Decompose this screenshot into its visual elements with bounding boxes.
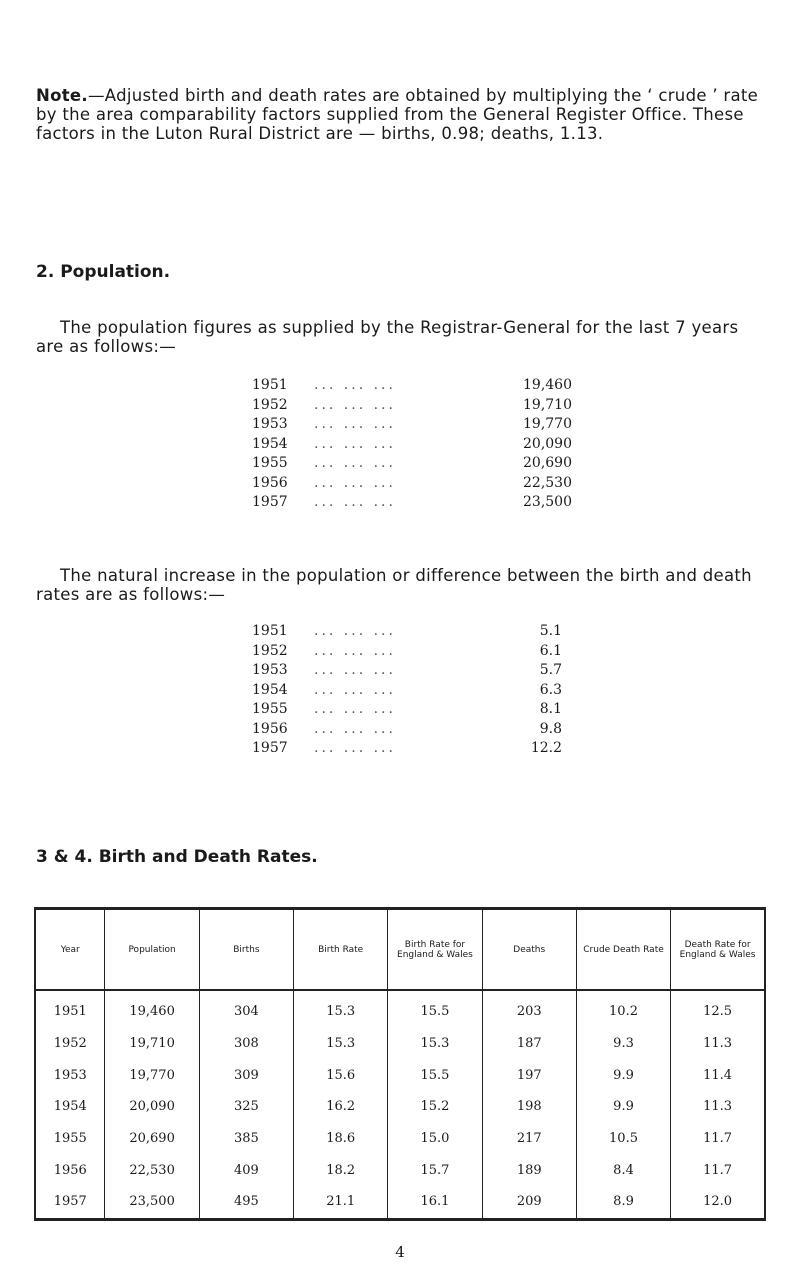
list-item [252,701,562,721]
list-value: 8.1 [539,701,562,717]
table-cell: 11.3 [703,1036,733,1052]
population-heading: 2. Population. [36,262,171,282]
list-item [252,682,562,702]
table-cell: 325 [199,1091,293,1123]
list-value: 5.7 [539,662,562,678]
table-cell: 15.3 [294,990,388,1028]
leader-dots: ... ... ... [314,662,396,678]
table-cell: 1953 [35,1059,105,1091]
list-item [252,662,562,682]
leader-dots: ... ... ... [314,740,396,756]
note-text: —Adjusted birth and death rates are obtained by multiplying the ‘ crude ’ rate by the area comparability factors supplied from the General Register Office. These factors in the Luton Rural District are — births, 0.98; deaths, 1.13. [36,86,759,143]
col-header-deaths: Deaths [482,909,576,991]
list-item [252,475,572,495]
table-cell: 16.2 [294,1091,388,1123]
table-cell: 21.1 [294,1186,388,1219]
table-row [35,1091,765,1123]
table-cell: 10.5 [576,1123,670,1155]
table-cell: 19,710 [105,1028,199,1060]
leader-dots: ... ... ... [314,681,396,698]
table-cell: 1957 [35,1186,105,1219]
table-row [35,1154,765,1186]
table-cell: 385 [199,1123,293,1155]
list-value: 20,090 [523,435,572,452]
list-year: 1951 [252,377,288,393]
table-row [35,1028,765,1060]
list-value: 19,460 [523,377,572,393]
leader-dots: ... ... ... [314,494,396,510]
leader-dots: ... ... ... [314,396,396,413]
leader-dots: ... ... ... [314,455,396,471]
leader-dots: ... ... ... [314,623,396,639]
table-cell: 19,460 [105,990,199,1028]
table-cell: 15.0 [388,1123,482,1155]
table-cell: 1956 [35,1154,105,1186]
list-value: 12.2 [530,740,562,756]
list-year: 1957 [252,740,288,756]
col-header-death-rate-ew: Death Rate for England & Wales [671,909,765,991]
rates-table [34,907,766,1221]
list-year: 1956 [252,474,288,491]
table-row [35,1186,765,1219]
table-cell: 15.5 [388,990,482,1028]
leader-dots: ... ... ... [314,642,396,659]
table-cell: 187 [482,1028,576,1060]
note-paragraph [36,86,768,143]
list-value: 19,770 [523,416,572,432]
list-item [252,416,572,436]
list-value: 22,530 [523,474,572,491]
table-cell: 11.3 [703,1099,733,1115]
table-cell: 12.0 [703,1194,733,1210]
natural-increase-list [252,623,562,760]
table-cell: 9.3 [576,1028,670,1060]
list-year: 1954 [252,435,288,452]
table-cell: 15.3 [294,1028,388,1060]
list-year: 1952 [252,396,288,413]
page-number: 4 [395,1243,405,1261]
leader-dots: ... ... ... [314,701,396,717]
col-header-crude-death-rate: Crude Death Rate [576,909,670,991]
leader-dots: ... ... ... [314,435,396,452]
table-cell: 308 [199,1028,293,1060]
table-cell: 1952 [35,1028,105,1060]
list-item [252,721,562,741]
table-cell: 1955 [35,1123,105,1155]
note-lead: Note. [36,86,88,105]
table-cell: 11.4 [703,1067,733,1083]
col-header-year: Year [35,909,105,991]
leader-dots: ... ... ... [314,720,396,737]
table-cell: 304 [199,990,293,1028]
natural-increase-intro: The natural increase in the population or difference between the birth and death rates are as follows:— [36,566,752,604]
rates-table-body [35,990,765,1219]
list-value: 5.1 [539,623,562,639]
list-year: 1955 [252,701,288,717]
col-header-population: Population [105,909,199,991]
population-list [252,377,572,514]
table-cell: 15.6 [294,1059,388,1091]
table-cell: 1954 [35,1091,105,1123]
population-intro: The population figures as supplied by the Registrar-General for the last 7 years are as follows:— [36,318,739,356]
list-item [252,455,572,475]
list-year: 1952 [252,642,288,659]
table-cell: 198 [482,1091,576,1123]
table-cell: 15.5 [388,1059,482,1091]
table-cell: 495 [199,1186,293,1219]
list-item [252,377,572,397]
list-item [252,740,562,760]
table-cell: 18.2 [294,1154,388,1186]
list-year: 1956 [252,720,288,737]
table-cell: 409 [199,1154,293,1186]
list-year: 1953 [252,416,288,432]
leader-dots: ... ... ... [314,416,396,432]
table-cell: 9.9 [576,1091,670,1123]
table-cell: 197 [482,1059,576,1091]
list-item [252,643,562,663]
table-cell: 20,690 [105,1123,199,1155]
table-cell: 19,770 [105,1059,199,1091]
leader-dots: ... ... ... [314,474,396,491]
table-row [35,1123,765,1155]
list-year: 1955 [252,455,288,471]
table-cell: 203 [482,990,576,1028]
table-cell: 8.9 [576,1186,670,1219]
table-cell: 12.5 [703,1004,733,1020]
table-cell: 209 [482,1186,576,1219]
list-value: 19,710 [523,396,572,413]
table-cell: 9.9 [576,1059,670,1091]
table-cell: 217 [482,1123,576,1155]
list-item [252,397,572,417]
list-year: 1951 [252,623,288,639]
table-cell: 1951 [35,990,105,1028]
table-cell: 189 [482,1154,576,1186]
table-cell: 20,090 [105,1091,199,1123]
table-cell: 18.6 [294,1123,388,1155]
table-row [35,990,765,1028]
col-header-births: Births [199,909,293,991]
table-cell: 8.4 [576,1154,670,1186]
list-value: 6.3 [539,681,562,698]
table-header-row [35,909,765,991]
table-cell: 11.7 [703,1131,733,1147]
list-value: 9.8 [539,720,562,737]
list-year: 1954 [252,681,288,698]
table-cell: 23,500 [105,1186,199,1219]
leader-dots: ... ... ... [314,377,396,393]
list-value: 20,690 [523,455,572,471]
col-header-birth-rate: Birth Rate [294,909,388,991]
list-value: 23,500 [523,494,572,510]
list-item [252,494,572,514]
table-row [35,1059,765,1091]
table-cell: 15.3 [388,1028,482,1060]
list-year: 1957 [252,494,288,510]
rates-heading: 3 & 4. Birth and Death Rates. [36,847,318,867]
table-cell: 15.2 [388,1091,482,1123]
table-cell: 309 [199,1059,293,1091]
table-cell: 15.7 [388,1154,482,1186]
list-item [252,623,562,643]
table-cell: 10.2 [576,990,670,1028]
list-item [252,436,572,456]
col-header-birth-rate-ew: Birth Rate for England & Wales [388,909,482,991]
table-cell: 22,530 [105,1154,199,1186]
list-year: 1953 [252,662,288,678]
list-value: 6.1 [539,642,562,659]
table-cell: 16.1 [388,1186,482,1219]
table-cell: 11.7 [703,1162,733,1178]
